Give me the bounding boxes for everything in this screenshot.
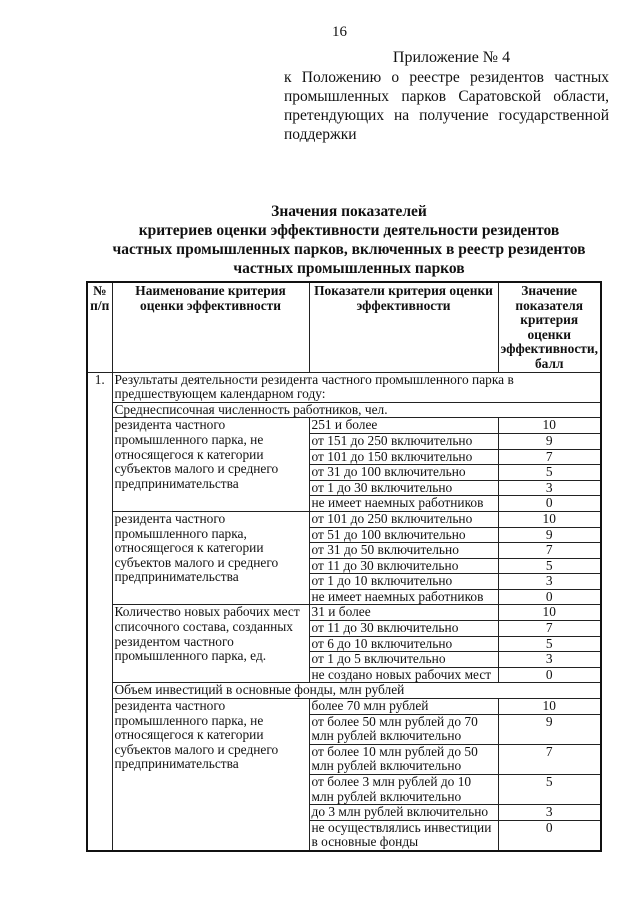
- header-criterion-name: Наименование критерия оценки эффективности: [112, 282, 309, 372]
- indicator-cell: 251 и более: [309, 418, 498, 434]
- indicator-cell: от 51 до 100 включительно: [309, 527, 498, 543]
- table-row: [87, 418, 601, 434]
- header-number: № п/п: [87, 282, 112, 372]
- table-header-row: [87, 282, 601, 372]
- score-cell: 5: [498, 465, 601, 481]
- title-line: Значения показателей: [271, 203, 427, 220]
- title-line: частных промышленных парков, включенных в реестр резидентов: [112, 241, 586, 258]
- indicator-cell: от более 10 млн рублей до 50 млн рублей включительно: [309, 744, 498, 774]
- score-cell: 5: [498, 636, 601, 652]
- score-cell: 5: [498, 775, 601, 805]
- criterion-label: Количество новых рабочих мест списочного состава, созданных резидентом частного промышленного парка, ед.: [112, 605, 309, 683]
- score-cell: 3: [498, 652, 601, 668]
- score-cell: 9: [498, 527, 601, 543]
- indicator-cell: от 1 до 5 включительно: [309, 652, 498, 668]
- score-cell: 3: [498, 574, 601, 590]
- title-line: критериев оценки эффективности деятельности резидентов: [138, 222, 560, 239]
- criterion-label: резидента частного промышленного парка, не относящегося к категории субъектов малого и среднего предпринимательства: [112, 699, 309, 851]
- subsection-row: [87, 683, 601, 699]
- score-cell: 7: [498, 449, 601, 465]
- indicator-cell: от 11 до 30 включительно: [309, 558, 498, 574]
- score-cell: 0: [498, 496, 601, 512]
- indicator-cell: от 1 до 10 включительно: [309, 574, 498, 590]
- score-cell: 5: [498, 558, 601, 574]
- indicator-cell: от 101 до 250 включительно: [309, 511, 498, 527]
- score-cell: 10: [498, 605, 601, 621]
- indicator-cell: не создано новых рабочих мест: [309, 667, 498, 683]
- appendix-text: к Положению о реестре резидентов частных промышленных парков Саратовской области, претендующих на получение государственной поддержки: [284, 69, 609, 143]
- score-cell: 9: [498, 714, 601, 744]
- score-cell: 0: [498, 667, 601, 683]
- criterion-label: резидента частного промышленного парка, относящегося к категории субъектов малого и среднего предпринимательства: [112, 511, 309, 605]
- indicator-cell: не имеет наемных работников: [309, 589, 498, 605]
- document-title: [86, 202, 612, 278]
- indicator-cell: от 31 до 100 включительно: [309, 465, 498, 481]
- table-row: [87, 511, 601, 527]
- table-body: [87, 372, 601, 851]
- score-cell: 9: [498, 433, 601, 449]
- score-cell: 10: [498, 511, 601, 527]
- score-cell: 7: [498, 543, 601, 559]
- score-cell: 3: [498, 480, 601, 496]
- table-row: [87, 605, 601, 621]
- indicator-cell: от 101 до 150 включительно: [309, 449, 498, 465]
- section-number: 1.: [87, 372, 112, 851]
- score-cell: 0: [498, 589, 601, 605]
- indicator-cell: от 11 до 30 включительно: [309, 621, 498, 637]
- header-indicators: Показатели критерия оценки эффективности: [309, 282, 498, 372]
- appendix-title: Приложение № 4: [392, 49, 511, 66]
- score-cell: 10: [498, 418, 601, 434]
- indicator-cell: от более 3 млн рублей до 10 млн рублей включительно: [309, 775, 498, 805]
- title-line: частных промышленных парков: [233, 260, 465, 277]
- table-row: [87, 699, 601, 715]
- criterion-label: резидента частного промышленного парка, не относящегося к категории субъектов малого и среднего предпринимательства: [112, 418, 309, 512]
- subsection-investments: Объем инвестиций в основные фонды, млн рублей: [112, 683, 601, 699]
- indicator-cell: от 31 до 50 включительно: [309, 543, 498, 559]
- score-cell: 10: [498, 699, 601, 715]
- indicator-cell: не имеет наемных работников: [309, 496, 498, 512]
- page-number: 16: [332, 24, 347, 40]
- indicator-cell: от более 50 млн рублей до 70 млн рублей включительно: [309, 714, 498, 744]
- indicator-cell: не осуществлялись инвестиции в основные фонды: [309, 820, 498, 851]
- indicator-cell: от 151 до 250 включительно: [309, 433, 498, 449]
- header-value: Значение показателя критерия оценки эффективности, балл: [498, 282, 601, 372]
- score-cell: 0: [498, 820, 601, 851]
- score-cell: 7: [498, 744, 601, 774]
- score-cell: 3: [498, 805, 601, 821]
- section-title: Результаты деятельности резидента частного промышленного парка в предшествующем календарном году:: [112, 372, 601, 402]
- criteria-table: [86, 281, 602, 852]
- indicator-cell: от 6 до 10 включительно: [309, 636, 498, 652]
- indicator-cell: до 3 млн рублей включительно: [309, 805, 498, 821]
- section-row: [87, 372, 601, 402]
- indicator-cell: от 1 до 30 включительно: [309, 480, 498, 496]
- subsection-employees: Среднесписочная численность работников, чел.: [112, 402, 601, 418]
- indicator-cell: более 70 млн рублей: [309, 699, 498, 715]
- appendix-note: [284, 48, 609, 144]
- indicator-cell: 31 и более: [309, 605, 498, 621]
- subsection-row: [87, 402, 601, 418]
- score-cell: 7: [498, 621, 601, 637]
